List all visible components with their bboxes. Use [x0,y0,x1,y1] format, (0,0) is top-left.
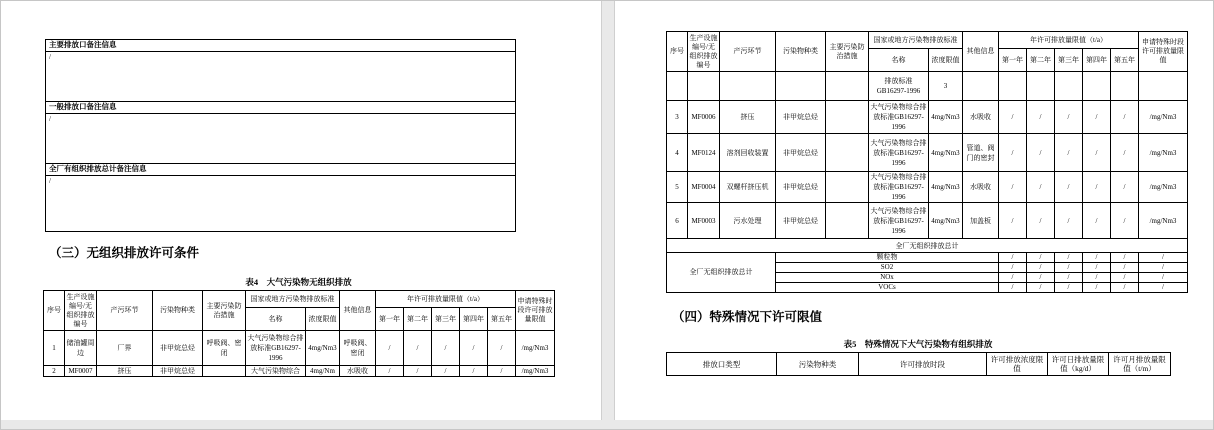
table-cell: MF0004 [688,172,720,203]
table-cell: / [999,203,1027,239]
table-cell: 呼吸阀、密闭 [340,331,376,366]
table-cell-empty [1055,72,1083,101]
table-cell: /mg/Nm3 [1139,101,1188,134]
table-cell: 大气污染物综合排放标准GB16297-1996 [869,203,929,239]
table-cell: / [1055,273,1083,283]
table-cell: /mg/Nm3 [516,366,555,377]
table-cell: MF0006 [688,101,720,134]
table-cell: / [1083,172,1111,203]
table-cell: 3 [667,101,688,134]
table-cell-summary-label: 全厂无组织排放总计 [667,253,776,293]
table-header-cell: 排放口类型 [667,353,777,376]
table-cell: / [1055,172,1083,203]
table-cell: / [432,331,460,366]
table-cell-empty [720,72,776,101]
table-cell: / [1027,283,1055,293]
table5 [666,352,1171,376]
table-cell [826,172,869,203]
table-header-cell: 申请特殊时段许可排放量限值 [1139,32,1188,72]
table-cell [826,203,869,239]
table-cell: / [1139,263,1188,273]
table-cell: NOx [776,273,999,283]
table-cell: / [1027,273,1055,283]
table-cell-empty [999,72,1027,101]
table-header-cell: 国家或地方污染物排放标准 [246,291,340,308]
table-cell: / [376,366,404,377]
table-cell: 非甲烷总烃 [153,331,203,366]
table-cell: 4mg/Nm3 [306,331,340,366]
table-cell: / [1111,172,1139,203]
table-cell: MF0007 [65,366,97,377]
table-header-cell: 浓度限值 [929,49,963,72]
table4-right-continuation [666,31,1188,293]
table-header-cell: 年许可排放量限值（t/a） [376,291,516,308]
page-right [614,1,1214,420]
table-cell: / [1083,253,1111,263]
table-cell: / [1111,134,1139,172]
table-cell: / [999,101,1027,134]
table-cell: / [404,331,432,366]
table-header-cell: 污染物种类 [777,353,859,376]
table-cell: / [1111,253,1139,263]
table-header-cell: 许可月排放量限值（t/m） [1109,353,1171,376]
table-cell-empty [826,72,869,101]
table-cell: SO2 [776,263,999,273]
table-cell: / [460,331,488,366]
table-cell: / [1139,273,1188,283]
table-cell: / [1083,273,1111,283]
table-cell: / [404,366,432,377]
table-cell: / [1027,263,1055,273]
table-header-cell: 第五年 [488,308,516,331]
table-cell: / [999,263,1027,273]
table-header-cell: 第四年 [460,308,488,331]
table-header-cell: 申请特殊时段许可排放量限值 [516,291,555,331]
table-cell: / [1027,134,1055,172]
table-cell: / [1083,134,1111,172]
table-header-cell: 其他信息 [963,32,999,72]
table-cell: VOCs [776,283,999,293]
table-cell: 水吸收 [340,366,376,377]
table-cell: 双螺杆挤压机 [720,172,776,203]
table-cell: 大气污染物综合排放标准GB16297-1996 [870,173,927,201]
table-cell: / [1055,134,1083,172]
table-cell: 呼吸阀、密闭 [203,331,246,366]
table-cell: 4mg/Nm [306,366,340,377]
table-cell: 4mg/Nm3 [929,101,963,134]
table-header-cell: 名称 [869,49,929,72]
table-cell: / [1083,101,1111,134]
table-header-cell: 主要污染防治措施 [203,291,246,331]
table-cell: 非甲烷总烃 [776,101,826,134]
table-header-cell: 生产设施编号/无组织排放编号 [65,291,97,331]
table-cell: 厂界 [97,331,153,366]
table-cell: / [999,283,1027,293]
table-cell-empty [963,72,999,101]
table-cell: 溶剂回收装置 [720,134,776,172]
table-cell: / [1083,263,1111,273]
table-cell: 管道、阀门的密封 [963,134,999,172]
table-header-cell: 国家或地方污染物排放标准 [869,32,963,49]
table-cell: / [1111,263,1139,273]
table-cell: / [1111,273,1139,283]
table-cell: 大气污染物综合排放标准GB16297-1996 [869,134,929,172]
table-cell-empty [776,72,826,101]
table-cell: 4mg/Nm3 [929,203,963,239]
table-cell: 6 [667,203,688,239]
table-cell: / [1055,203,1083,239]
table-header-cell: 产污环节 [97,291,153,331]
table-header-cell: 第四年 [1083,49,1111,72]
table-cell: 非甲烷总烃 [776,134,826,172]
table-cell: 3 [929,72,963,101]
table-cell: 2 [44,366,65,377]
table-cell-empty [1111,72,1139,101]
table-header-cell: 第二年 [1027,49,1055,72]
table-cell: / [1139,283,1188,293]
table-cell: / [1027,172,1055,203]
table-cell: 4mg/Nm3 [929,172,963,203]
table-cell: / [1111,203,1139,239]
remark-box-general-outlet [45,101,516,164]
table-header-cell: 污染物种类 [776,32,826,72]
table-header-cell: 序号 [667,32,688,72]
table-cell: / [999,273,1027,283]
page-left [1,1,602,420]
table-header-cell: 其他信息 [340,291,376,331]
remark-box-plant-total [45,163,516,232]
table-cell: / [999,172,1027,203]
table-header-cell: 许可排放浓度限值 [987,353,1048,376]
table-cell: / [488,331,516,366]
table-cell: MF0003 [688,203,720,239]
table-header-cell: 第五年 [1111,49,1139,72]
table-header-cell: 第一年 [999,49,1027,72]
table-header-cell: 第三年 [1055,49,1083,72]
table-header-cell: 产污环节 [720,32,776,72]
table-header-cell: 名称 [246,308,306,331]
section-heading-3: （三）无组织排放许可条件 [49,246,200,260]
table-cell: 大气污染物综合排放标准GB16297-1996 [869,101,929,134]
table-cell [826,101,869,134]
table-cell: 大气污染物综合排放标准GB16297-1996 [246,331,306,366]
table-cell-empty [688,72,720,101]
table-cell: / [432,366,460,377]
remark-box-content: / [49,115,51,123]
table-header-cell: 年许可排放量限值（t/a） [999,32,1139,49]
table-cell: 非甲烷总烃 [776,172,826,203]
table-header-cell: 生产设施编号/无组织排放编号 [688,32,720,72]
table-cell: / [1111,101,1139,134]
table-cell: 排放标准GB16297-1996 [869,72,929,101]
table-header-cell: 许可日排放量限值（kg/d） [1048,353,1109,376]
table-cell: / [376,331,404,366]
remark-box-header: 全厂有组织排放总计备注信息 [46,164,515,176]
table-cell: 4 [667,134,688,172]
table-cell: / [999,253,1027,263]
table-cell: / [1055,283,1083,293]
table-header-cell: 第三年 [432,308,460,331]
table4-title: 表4 大气污染物无组织排放 [245,277,352,287]
table-cell: 非甲烷总烃 [153,366,203,377]
table-cell: /mg/Nm3 [516,331,555,366]
table-cell: 污水处理 [720,203,776,239]
remark-box-content: / [49,53,51,61]
table-header-cell: 浓度限值 [306,308,340,331]
table-cell: / [1027,101,1055,134]
table-cell: 挤压 [720,101,776,134]
table-cell: 颗粒物 [776,253,999,263]
table-cell: / [460,366,488,377]
table-header-cell: 污染物种类 [153,291,203,331]
table-cell: /mg/Nm3 [1139,203,1188,239]
table-header-cell: 主要污染防治措施 [826,32,869,72]
table-cell: / [1055,101,1083,134]
table-cell: / [1055,253,1083,263]
table-header-cell: 第二年 [404,308,432,331]
table-cell: 大气污染物综合 [246,366,306,377]
table-cell: / [1139,253,1188,263]
table-header-cell: 序号 [44,291,65,331]
table-cell: 水吸收 [963,101,999,134]
table-cell: 非甲烷总烃 [776,203,826,239]
table-cell: 储油罐周边 [65,331,97,366]
table-cell-empty [1083,72,1111,101]
remark-box-main-outlet [45,39,516,102]
table5-title: 表5 特殊情况下大气污染物有组织排放 [843,339,993,349]
table-cell: / [1083,283,1111,293]
table4-left [43,290,555,377]
section-heading-4: （四）特殊情况下许可限值 [672,310,823,324]
table-cell: / [1111,283,1139,293]
table-cell: / [1083,203,1111,239]
remark-box-header: 主要排放口备注信息 [46,40,515,52]
table-cell: / [999,134,1027,172]
table-cell: 5 [667,172,688,203]
table-cell: 1 [44,331,65,366]
table-cell-empty [1139,72,1188,101]
table-cell-total-banner: 全厂无组织排放总计 [667,239,1188,253]
table-cell: 4mg/Nm3 [929,134,963,172]
remark-box-content: / [49,177,51,185]
table-cell-empty [1027,72,1055,101]
table-cell: /mg/Nm3 [1139,134,1188,172]
table-cell-empty [667,72,688,101]
table-cell: /mg/Nm3 [1139,172,1188,203]
remark-box-header: 一般排放口备注信息 [46,102,515,114]
table-cell: 水吸收 [963,172,999,203]
table-cell: 加盖板 [963,203,999,239]
table-cell: / [1055,263,1083,273]
table-cell: 挤压 [97,366,153,377]
table-cell: / [1027,203,1055,239]
table-cell [203,366,246,377]
table-header-cell: 许可排放时段 [859,353,987,376]
table-header-cell: 第一年 [376,308,404,331]
table-cell: / [488,366,516,377]
table-cell: MF0124 [688,134,720,172]
table-cell: / [1027,253,1055,263]
table-cell [826,134,869,172]
